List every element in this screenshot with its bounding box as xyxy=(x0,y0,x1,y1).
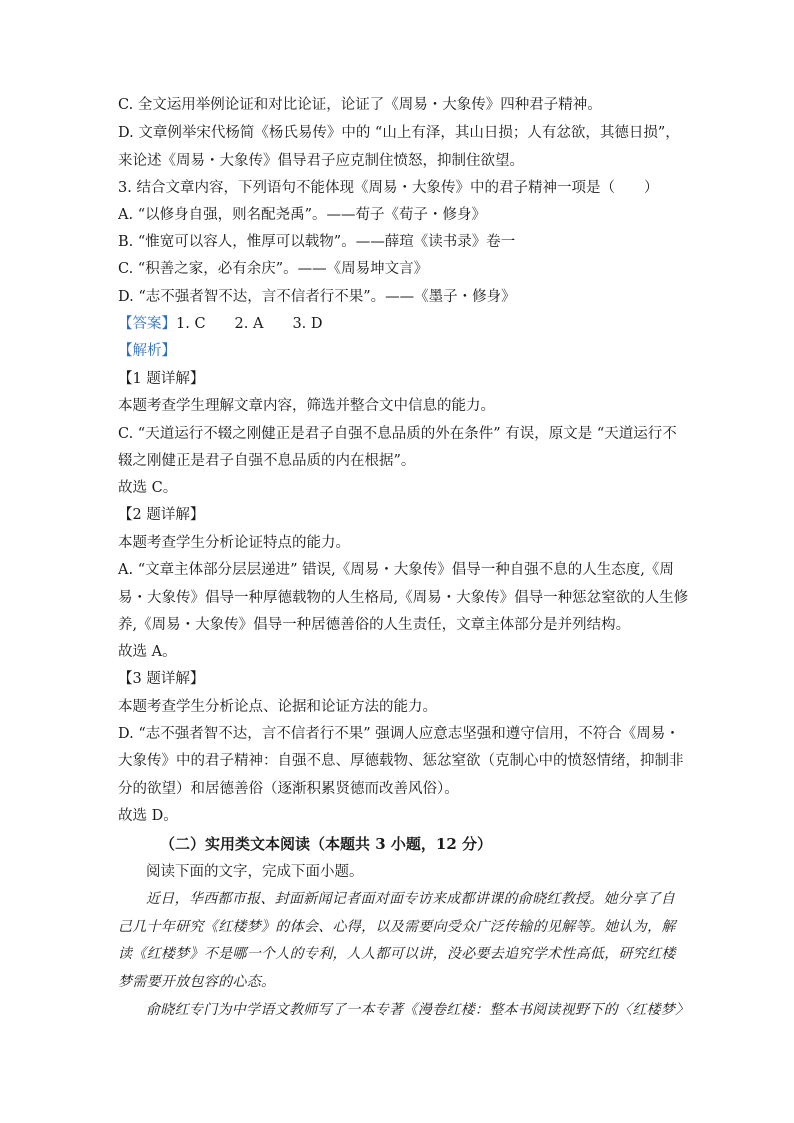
analysis-label: 【解析】 xyxy=(118,343,176,359)
question-3: 3. 结合文章内容，下列语句不能体现《周易・大象传》中的君子精神一项是（ ） xyxy=(118,180,659,196)
q1-line: 辍之刚健正是君子自强不息品质的内在根据”。 xyxy=(118,453,416,469)
q3-line: 本题考查学生分析论点、论据和论证方法的能力。 xyxy=(118,699,437,715)
passage-line: 近日，华西都市报、封面新闻记者面对面专访来成都讲课的俞晓红教授。她分享了自 xyxy=(146,891,676,907)
q1-line: C. “天道运行不辍之刚健正是君子自强不息品质的外在条件” 有误，原文是 “天道运行不 xyxy=(118,426,677,442)
q3-option-a: A. “以修身自强，则名配尧禹”。——荀子《荀子・修身》 xyxy=(118,207,487,223)
q3-option-c: C. “积善之家，必有余庆”。——《周易坤文言》 xyxy=(118,261,429,277)
passage-line: 梦需要开放包容的心态。 xyxy=(118,974,276,990)
section-title: （二）实用类文本阅读（本题共 3 小题，12 分） xyxy=(160,835,492,853)
q2-label: 【2 题详解】 xyxy=(118,507,205,523)
option-c-line: C. 全文运用举例论证和对比论证，论证了《周易・大象传》四种君子精神。 xyxy=(118,97,602,113)
q2-line: 养,《周易・大象传》倡导一种居德善俗的人生责任，文章主体部分是并列结构。 xyxy=(118,617,631,633)
passage-line: 读《红楼梦》不是哪一个人的专利，人人都可以讲，没必要去追究学术性高低，研究红楼 xyxy=(118,946,676,962)
q2-line: 易・大象传》倡导一种厚德载物的人生格局,《周易・大象传》倡导一种惩忿窒欲的人生修 xyxy=(118,590,689,606)
q3-line: 分的欲望）和居德善俗（逐渐积累贤德而改善风俗）。 xyxy=(118,781,459,797)
q3-line: D. “志不强者智不达，言不信者行不果” 强调人应意志坚强和遵守信用，不符合《周易・ xyxy=(118,726,680,742)
answer-label: 【答案】 xyxy=(118,316,176,332)
q3-option-b: B. “惟宽可以容人，惟厚可以载物”。——薛瑄《读书录》卷一 xyxy=(118,234,516,250)
passage-line: 己几十年研究《红楼梦》的体会、心得，以及需要向受众广泛传输的见解等。她认为，解 xyxy=(118,919,676,935)
q3-option-d: D. “志不强者智不达，言不信者行不果”。——《墨子・修身》 xyxy=(118,289,516,305)
q3-line: 故选 D。 xyxy=(118,808,178,824)
option-d-continuation: 来论述《周易・大象传》倡导君子应克制住愤怒，抑制住欲望。 xyxy=(118,153,524,169)
q2-line: A. “文章主体部分层层递进” 错误,《周易・大象传》倡导一种自强不息的人生态度,《周 xyxy=(118,562,674,578)
q2-line: 故选 A。 xyxy=(118,644,177,660)
q1-label: 【1 题详解】 xyxy=(118,371,205,387)
answer-text: 1. C 2. A 3. D xyxy=(176,316,323,332)
answer-line xyxy=(118,314,323,334)
q1-line: 本题考查学生理解文章内容，筛选并整合文中信息的能力。 xyxy=(118,398,495,414)
q1-line: 故选 C。 xyxy=(118,480,178,496)
passage-line: 俞晓红专门为中学语文教师写了一本专著《漫卷红楼：整本书阅读视野下的〈红楼梦〉 xyxy=(146,1002,690,1018)
q3-line: 大象传》中的君子精神：自强不息、厚德载物、惩忿窒欲（克制心中的愤怒情绪，抑制非 xyxy=(118,753,684,769)
q3-label: 【3 题详解】 xyxy=(118,671,205,687)
option-d-line: D. 文章例举宋代杨简《杨氏易传》中的 “山上有泽，其山日损；人有忿欲，其德日损”， xyxy=(118,125,680,141)
reading-instruction: 阅读下面的文字，完成下面小题。 xyxy=(146,864,364,880)
q2-line: 本题考查学生分析论证特点的能力。 xyxy=(118,535,350,551)
